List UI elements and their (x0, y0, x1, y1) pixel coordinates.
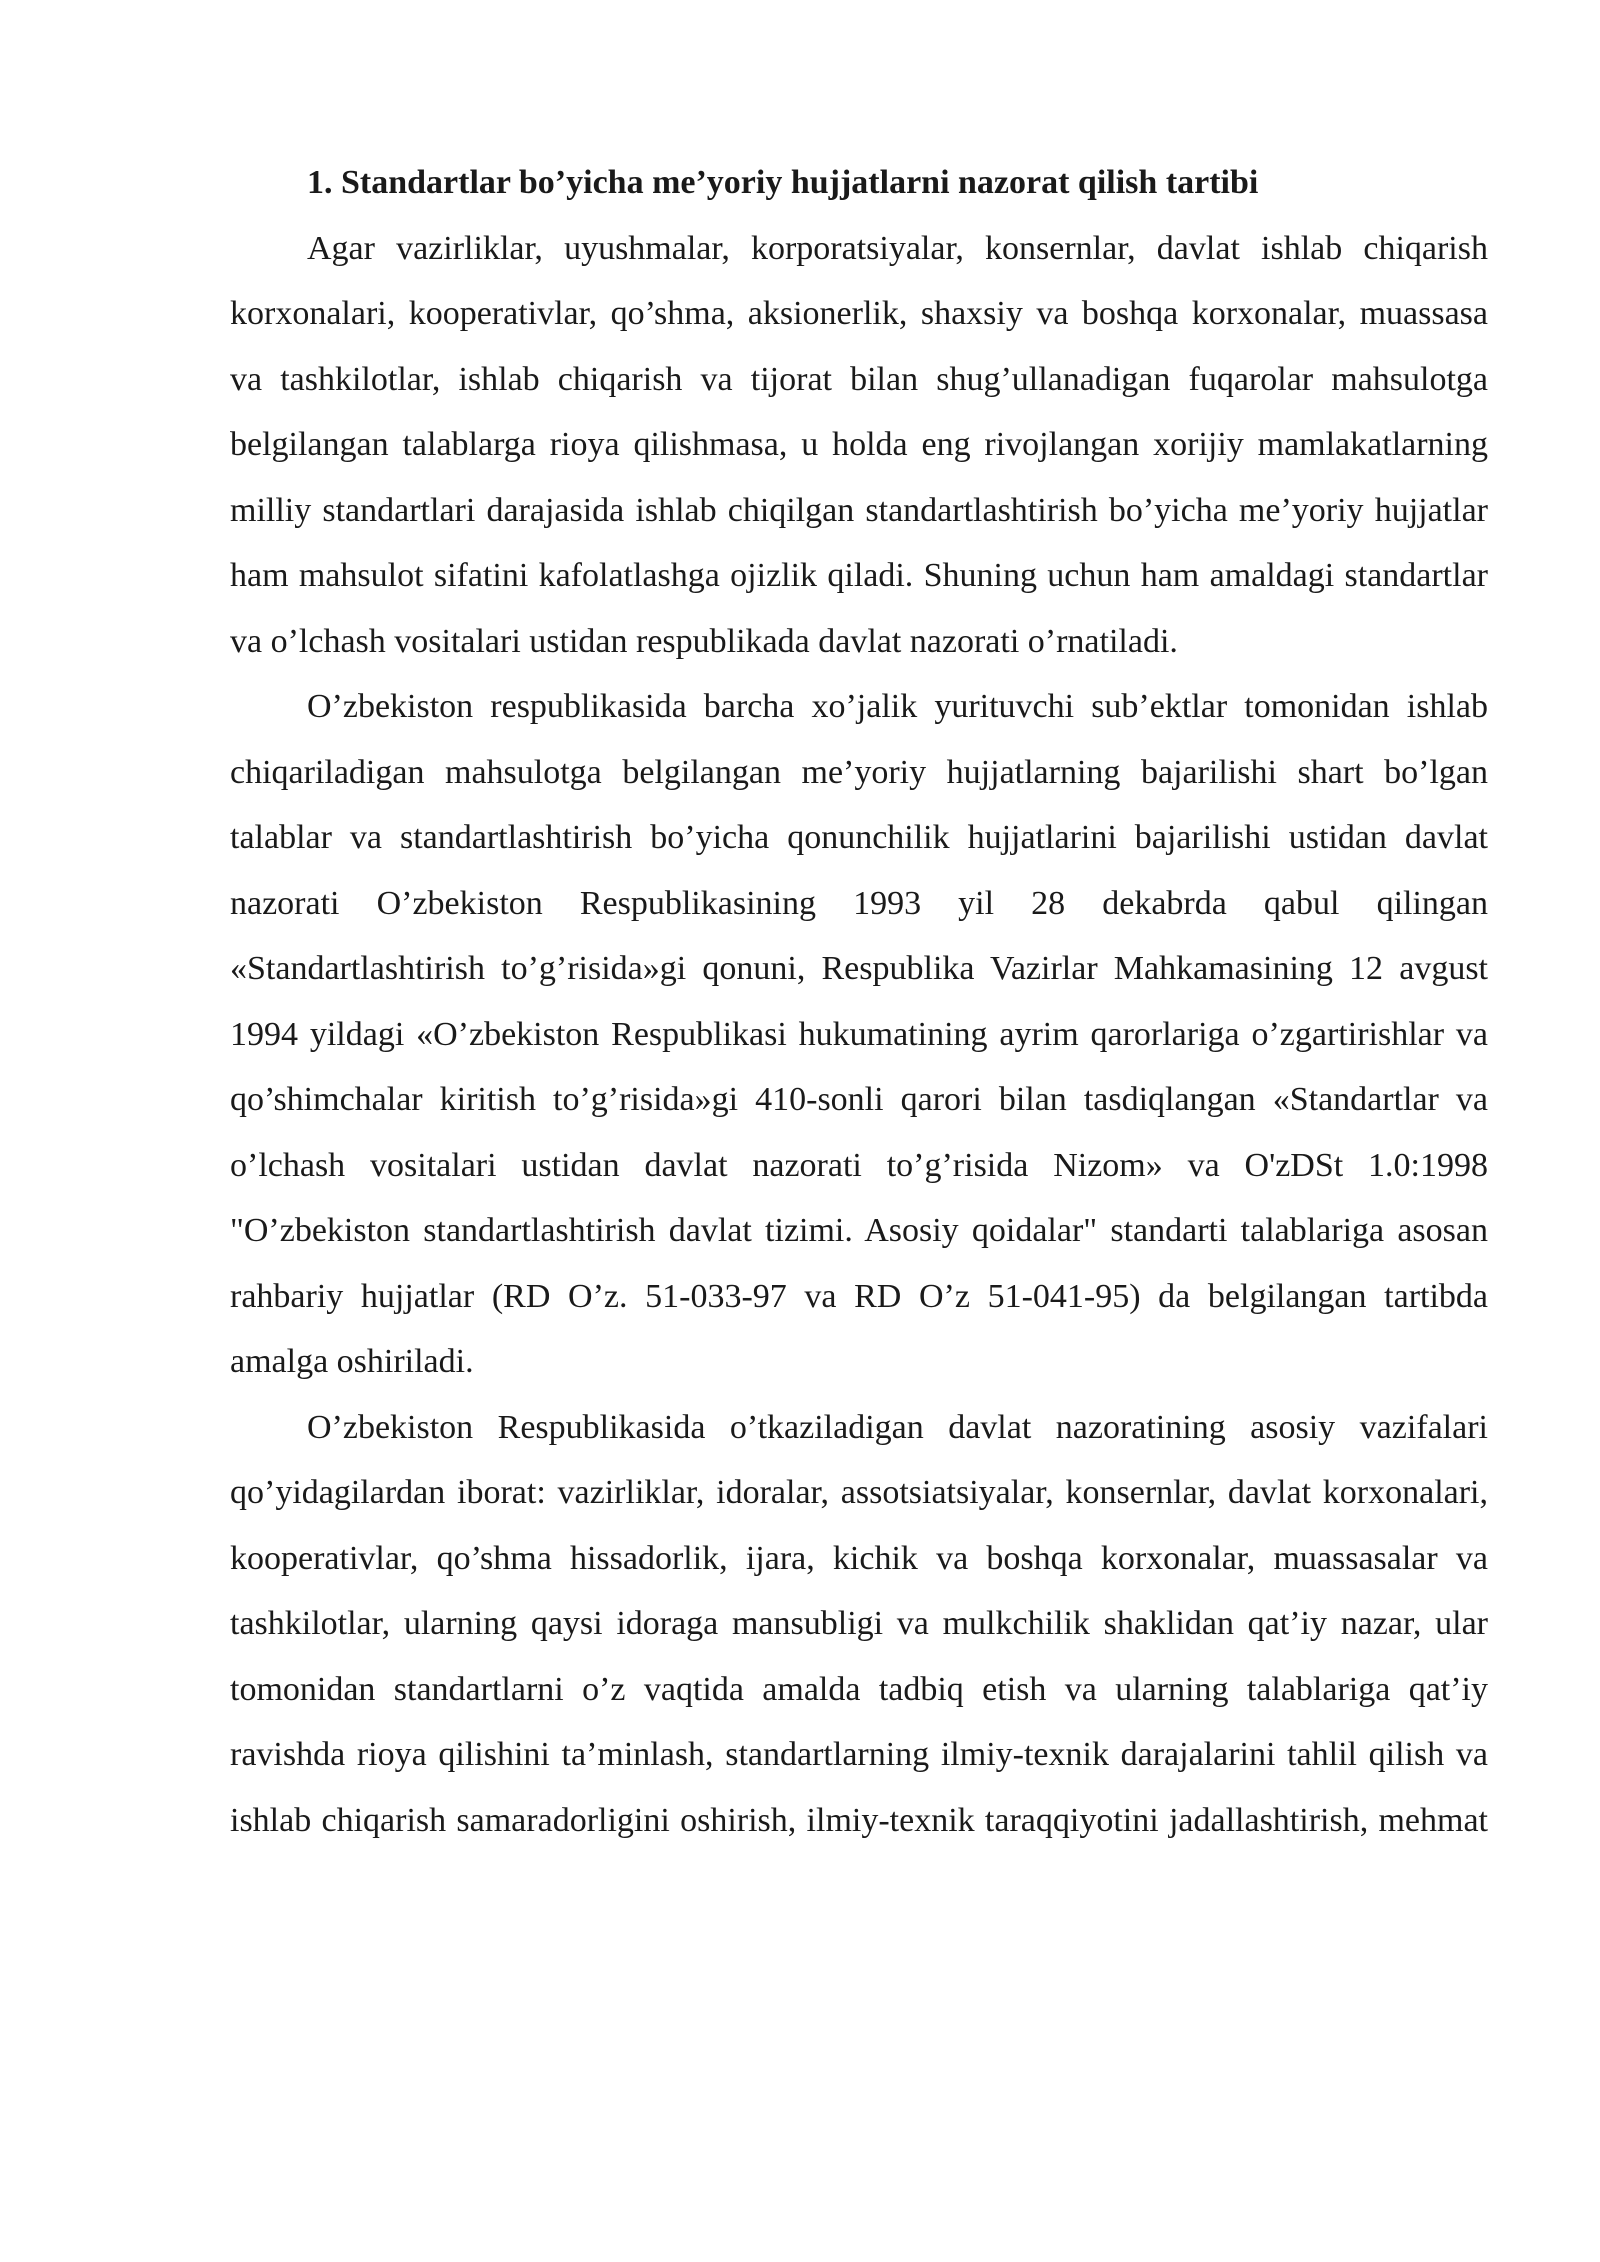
paragraph-state-control-intro: Agar vazirliklar, uyushmalar, korporatsiyalar, konsernlar, davlat ishlab chiqarish korxonalari, kooperativlar, qo’shma, aksionerlik, shaxsiy va boshqa korxonalar, muassasa va tashkilotlar, ishlab chiqarish va tijorat bilan shug’ullanadigan fuqarolar mahsulotga belgilangan talablarga rioya qilishmasa, u holda eng rivojlangan xorijiy mamlakatlarning milliy standartlari darajasida ishlab chiqilgan standartlashtirish bo’yicha me’yoriy hujjatlar ham mahsulot sifatini kafolatlashga ojizlik qiladi. Shuning uchun ham amaldagi standartlar va o’lchash vositalari ustidan respublikada davlat nazorati o’rnatiladi. (230, 229, 1488, 660)
section-heading: 1. Standartlar bo’yicha me’yoriy hujjatlarni nazorat qilish tartibi (307, 164, 1259, 201)
paragraph-control-tasks: O’zbekiston Respublikasida o’tkaziladigan davlat nazoratining asosiy vazifalari qo’yidagilardan iborat: vazirliklar, idoralar, assotsiatsiyalar, konsernlar, davlat korxonalari, kooperativlar, qo’shma hissadorlik, ijara, kichik va boshqa korxonalar, muassasalar va tashkilotlar, ularning qaysi idoraga mansubligi va mulkchilik shaklidan qat’iy nazar, ular tomonidan standartlarni o’z vaqtida amalda tadbiq etish va ularning talablariga qat’iy ravishda rioya qilishini ta’minlash, standartlarning ilmiy-texnik darajalarini tahlil qilish va ishlab chiqarish samaradorligini oshirish, ilmiy-texnik taraqqiyotini jadallashtirish, mehmat (230, 1408, 1488, 1839)
paragraph-legal-basis: O’zbekiston respublikasida barcha xo’jalik yurituvchi sub’ektlar tomonidan ishlab chiqariladigan mahsulotga belgilangan me’yoriy hujjatlarning bajarilishi shart bo’lgan talablar va standartlashtirish bo’yicha qonunchilik hujjatlarini bajarilishi ustidan davlat nazorati O’zbekiston Respublikasining 1993 yil 28 dekabrda qabul qilingan «Standartlashtirish to’g’risida»gi qonuni, Respublika Vazirlar Mahkamasining 12 avgust 1994 yildagi «O’zbekiston Respublikasi hukumatining ayrim qarorlariga o’zgartirishlar va qo’shimchalar kiritish to’g’risida»gi 410-sonli qarori bilan tasdiqlangan «Standartlar va o’lchash vositalari ustidan davlat nazorati to’g’risida Nizom» va O'zDSt 1.0:1998 "O’zbekiston standartlashtirish davlat tizimi. Asosiy qoidalar" standarti talablariga asosan rahbariy hujjatlar (RD O’z. 51-033-97 va RD O’z 51-041-95) da belgilangan tartibda amalga oshiriladi. (230, 688, 1488, 1380)
document-page (230, 150, 1488, 1853)
